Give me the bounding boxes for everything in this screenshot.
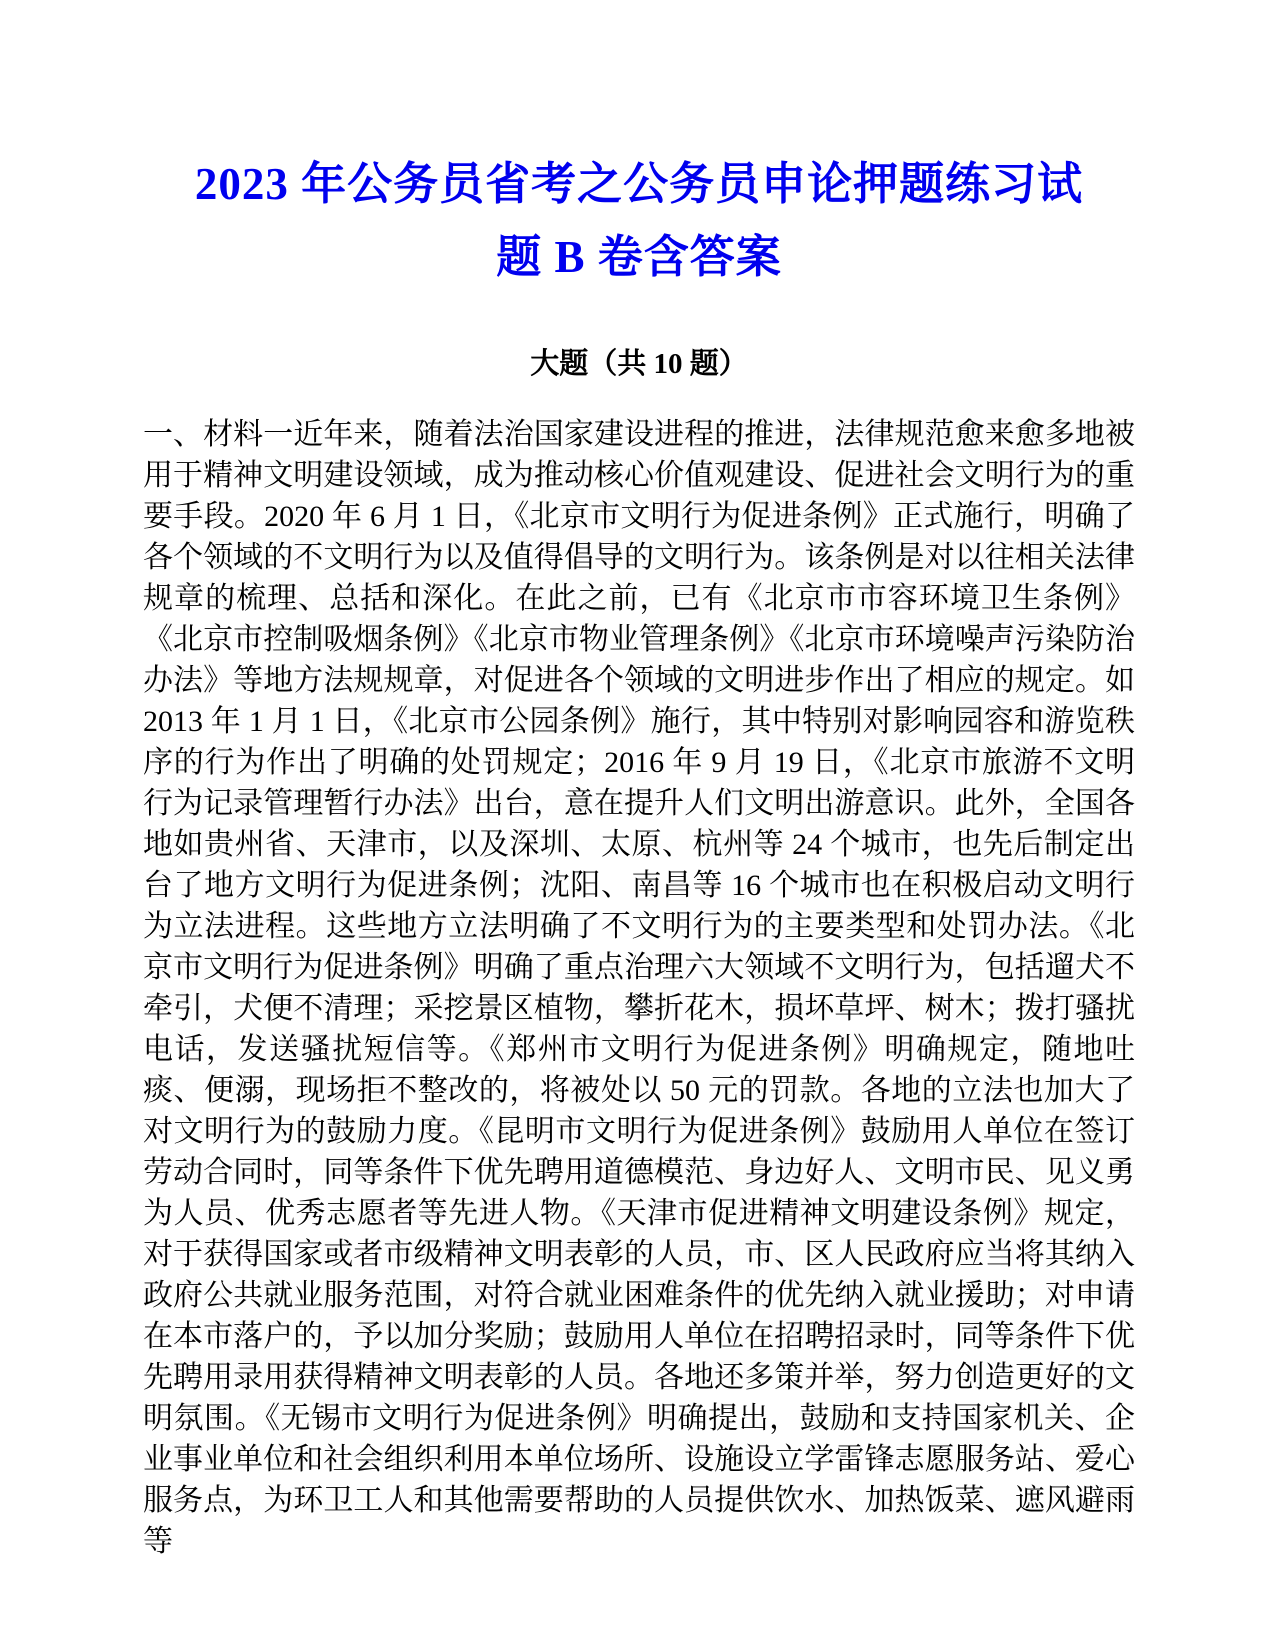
section-heading: 大题（共 10 题） bbox=[530, 348, 748, 380]
document-title bbox=[143, 148, 1135, 294]
title-line-2: 题 B 卷含答案 bbox=[496, 232, 782, 282]
material-paragraph: 一、材料一近年来，随着法治国家建设进程的推进，法律规范愈来愈多地被用于精神文明建设领域，成为推动核心价值观建设、促进社会文明行为的重要手段。2020 年 6 月 1 日，《北京市文明行为促进条例》正式施行，明确了各个领域的不文明行为以及值得倡导的文明行为。该条例是对以往相关法律规章的梳理、总括和深化。在此之前，已有《北京市市容环境卫生条例》《北京市控制吸烟条例》《北京市物业管理条例》《北京市环境噪声污染防治办法》等地方法规规章，对促进各个领域的文明进步作出了相应的规定。如 2013 年 1 月 1 日，《北京市公园条例》施行，其中特别对影响园容和游览秩序的行为作出了明确的处罚规定；2016 年 9 月 19 日，《北京市旅游不文明行为记录管理暂行办法》出台，意在提升人们文明出游意识。此外，全国各地如贵州省、天津市，以及深圳、太原、杭州等 24 个城市，也先后制定出台了地方文明行为促进条例；沈阳、南昌等 16 个城市也在积极启动文明行为立法进程。这些地方立法明确了不文明行为的主要类型和处罚办法。《北京市文明行为促进条例》明确了重点治理六大领域不文明行为，包括遛犬不牵引，犬便不清理；采挖景区植物，攀折花木，损坏草坪、树木；拨打骚扰电话，发送骚扰短信等。《郑州市文明行为促进条例》明确规定，随地吐痰、便溺，现场拒不整改的，将被处以 50 元的罚款。各地的立法也加大了对文明行为的鼓励力度。《昆明市文明行为促进条例》鼓励用人单位在签订劳动合同时，同等条件下优先聘用道德模范、身边好人、文明市民、见义勇为人员、优秀志愿者等先进人物。《天津市促进精神文明建设条例》规定，对于获得国家或者市级精神文明表彰的人员，市、区人民政府应当将其纳入政府公共就业服务范围，对符合就业困难条件的优先纳入就业援助；对申请在本市落户的，予以加分奖励；鼓励用人单位在招聘招录时，同等条件下优先聘用录用获得精神文明表彰的人员。各地还多策并举，努力创造更好的文明氛围。《无锡市文明行为促进条例》明确提出，鼓励和支持国家机关、企业事业单位和社会组织利用本单位场所、设施设立学雷锋志愿服务站、爱心服务点，为环卫工人和其他需要帮助的人员提供饮水、加热饭菜、遮风避雨等 bbox=[143, 418, 1135, 1558]
title-line-1: 2023 年公务员省考之公务员申论押题练习试 bbox=[194, 159, 1084, 209]
